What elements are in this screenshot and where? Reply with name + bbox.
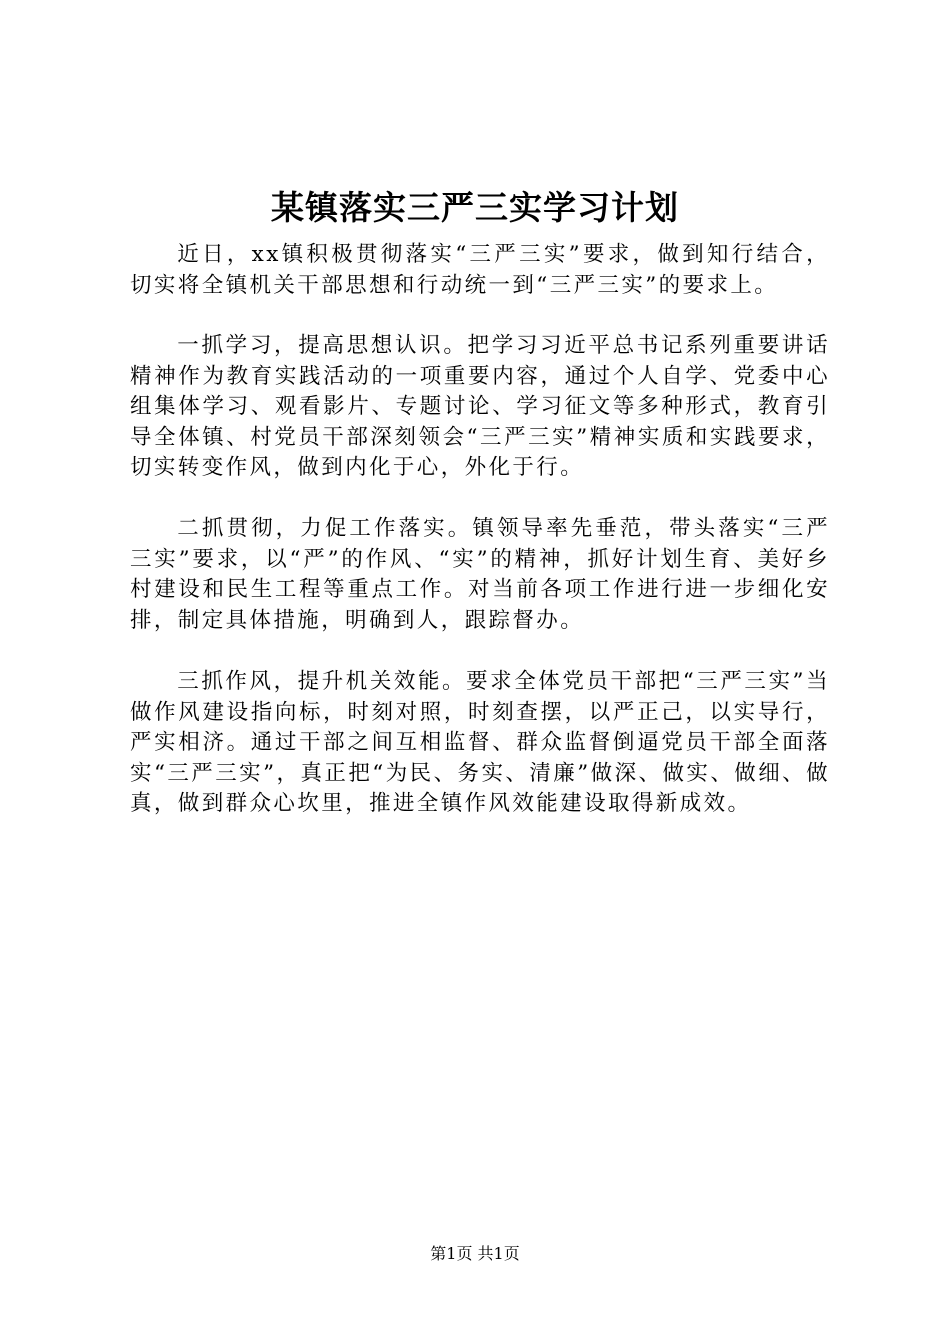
paragraph-intro (130, 240, 830, 301)
page-footer: 第1页 共1页 (430, 1244, 520, 1263)
page-title: 某镇落实三严三实学习计划 (271, 188, 679, 227)
paragraph-text: 一抓学习，提高思想认识。把学习习近平总书记系列重要讲话精神作为教育实践活动的一项重要内容，通过个人自学、党委中心组集体学习、观看影片、专题讨论、学习征文等多种形式，教育引导全体镇、村党员干部深刻领会“三严三实”精神实质和实践要求，切实转变作风，做到内化于心，外化于行。 (130, 333, 830, 480)
paragraph-work-style (130, 667, 830, 820)
paragraph-implementation (130, 514, 830, 636)
paragraph-text: 近日，xx镇积极贯彻落实“三严三实”要求，做到知行结合，切实将全镇机关干部思想和行动统一到“三严三实”的要求上。 (130, 242, 830, 298)
paragraph-text: 二抓贯彻，力促工作落实。镇领导率先垂范，带头落实“三严三实”要求，以“严”的作风、“实”的精神，抓好计划生育、美好乡村建设和民生工程等重点工作。对当前各项工作进行进一步细化安排，制定具体措施，明确到人，跟踪督办。 (130, 516, 830, 633)
paragraph-text: 三抓作风，提升机关效能。要求全体党员干部把“三严三实”当做作风建设指向标，时刻对照，时刻查摆，以严正己，以实导行，严实相济。通过干部之间互相监督、群众监督倒逼党员干部全面落实“三严三实”，真正把“为民、务实、清廉”做深、做实、做细、做真，做到群众心坎里，推进全镇作风效能建设取得新成效。 (130, 669, 830, 816)
paragraph-study (130, 331, 830, 484)
